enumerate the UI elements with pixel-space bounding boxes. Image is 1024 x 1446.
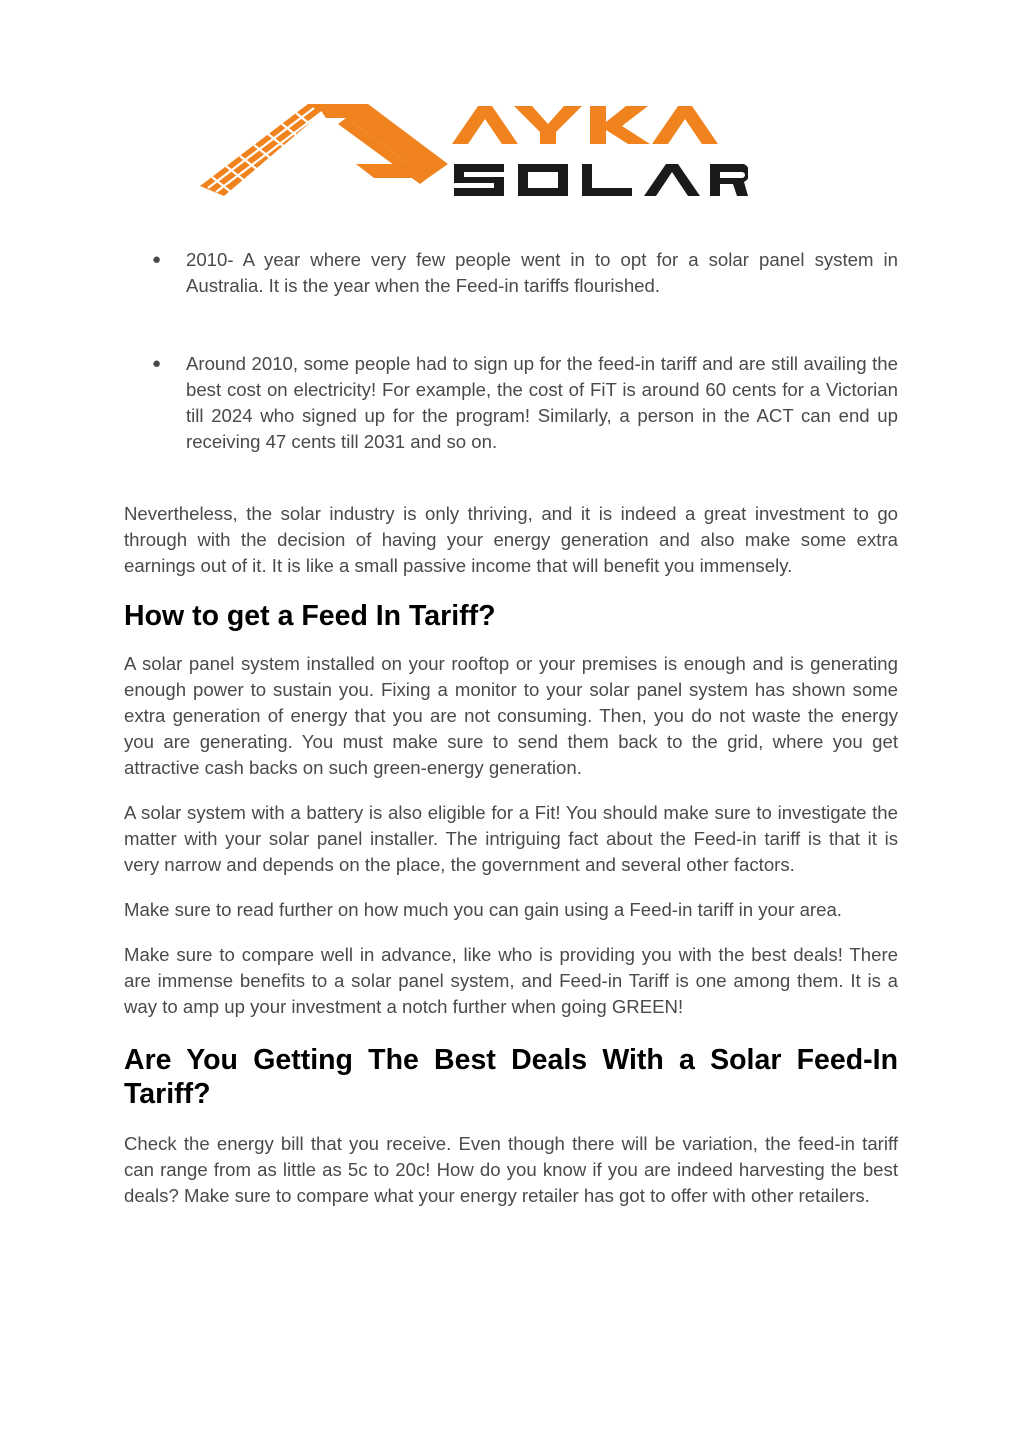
bullet-text: Around 2010, some people had to sign up for the feed-in tariff and are still availing the best cost on electricity! For example, the cost of FiT is around 60 cents for a Victorian till 2024 who signed up for the program! Similarly, a person in the ACT can end up receiving 47 cents till 2031 and so on.	[186, 353, 898, 452]
bullet-icon: ●	[152, 355, 162, 372]
paragraph: A solar system with a battery is also eligible for a Fit! You should make sure to investigate the matter with your solar panel installer. The intriguing fact about the Feed-in tariff is that it is very narrow and depends on the place, the government and several other factors.	[124, 802, 898, 875]
bullet-text: 2010- A year where very few people went in to opt for a solar panel system in Australia. It is the year when the Feed-in tariffs flourished.	[186, 249, 898, 296]
section-heading-how-to-get: How to get a Feed In Tariff?	[124, 600, 496, 632]
ayka-solar-logo	[196, 92, 748, 204]
bullet-list	[124, 247, 898, 455]
bullet-icon: ●	[152, 251, 162, 268]
document-body	[124, 247, 898, 1209]
list-item	[124, 247, 898, 299]
list-item	[124, 351, 898, 455]
intro-paragraph: Nevertheless, the solar industry is only thriving, and it is indeed a great investment to go through with the decision of having your energy generation and also make some extra earnings out of it. It is like a small passive income that will benefit you immensely.	[124, 503, 898, 576]
paragraph: Check the energy bill that you receive. Even though there will be variation, the feed-in tariff can range from as little as 5c to 20c! How do you know if you are indeed harvesting the best deals? Make sure to compare what your energy retailer has got to offer with other retailers.	[124, 1133, 898, 1206]
section-heading-best-deals: Are You Getting The Best Deals With a Solar Feed-In Tariff?	[124, 1044, 898, 1110]
paragraph: A solar panel system installed on your rooftop or your premises is enough and is generating enough power to sustain you. Fixing a monitor to your solar panel system has shown some extra generation of energy that you are not consuming. Then, you do not waste the energy you are generating. You must make sure to send them back to the grid, where you get attractive cash backs on such green-energy generation.	[124, 653, 898, 778]
solar-roof-logo-icon	[196, 92, 748, 204]
paragraph: Make sure to compare well in advance, like who is providing you with the best deals! There are immense benefits to a solar panel system, and Feed-in Tariff is one among them. It is a way to amp up your investment a notch further when going GREEN!	[124, 944, 898, 1017]
paragraph: Make sure to read further on how much you can gain using a Feed-in tariff in your area.	[124, 899, 842, 920]
